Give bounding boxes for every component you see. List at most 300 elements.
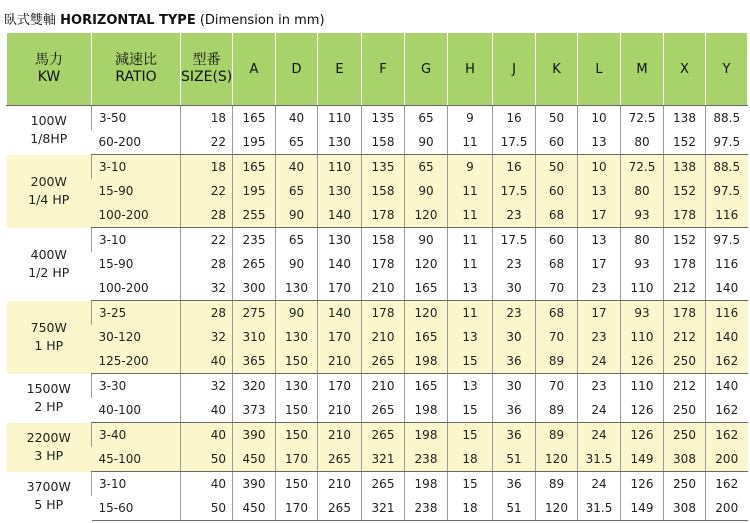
dimension-cell: 89 xyxy=(536,398,578,423)
page-title xyxy=(4,9,325,28)
dimension-cell: 90 xyxy=(276,301,318,326)
header-row xyxy=(7,33,748,106)
dimension-cell: 165 xyxy=(405,374,448,399)
dimension-cell: 210 xyxy=(318,398,362,423)
dimension-cell: 126 xyxy=(621,472,664,497)
dimension-cell: 238 xyxy=(405,496,448,521)
dimension-cell: 97.5 xyxy=(706,228,748,253)
dimension-cell: 210 xyxy=(362,374,405,399)
dimension-cell: 90 xyxy=(405,228,448,253)
dimension-cell: 308 xyxy=(664,447,706,472)
dimension-cell: 80 xyxy=(621,179,664,203)
power-watts: 750W xyxy=(30,320,67,335)
dimension-cell: 23 xyxy=(493,203,536,228)
dimension-cell: 15 xyxy=(448,349,493,374)
header-dim-d: D xyxy=(276,33,318,106)
dimension-cell: 120 xyxy=(536,447,578,472)
header-dim-x: X xyxy=(664,33,706,106)
dimension-cell: 17 xyxy=(578,301,621,326)
dimension-cell: 70 xyxy=(536,325,578,349)
dimension-cell: 250 xyxy=(664,349,706,374)
dimension-cell: 24 xyxy=(578,423,621,448)
dimension-cell: 110 xyxy=(621,325,664,349)
dimension-cell: 9 xyxy=(448,155,493,180)
table-row xyxy=(7,179,748,203)
size-cell: 28 xyxy=(181,252,233,276)
dimension-cell: 140 xyxy=(706,276,748,301)
dimension-cell: 300 xyxy=(233,276,276,301)
dimension-cell: 321 xyxy=(362,496,405,521)
header-dim-h: H xyxy=(448,33,493,106)
dimension-cell: 130 xyxy=(318,179,362,203)
dimension-cell: 11 xyxy=(448,252,493,276)
ratio-cell: 3-10 xyxy=(92,228,181,253)
size-cell: 22 xyxy=(181,228,233,253)
dimension-cell: 65 xyxy=(276,228,318,253)
table-row xyxy=(7,252,748,276)
dimension-cell: 198 xyxy=(405,349,448,374)
dimension-cell: 120 xyxy=(405,301,448,326)
dimension-cell: 200 xyxy=(706,496,748,521)
dimension-cell: 17.5 xyxy=(493,228,536,253)
dimension-cell: 11 xyxy=(448,203,493,228)
dimension-cell: 17.5 xyxy=(493,179,536,203)
ratio-cell: 125-200 xyxy=(92,349,181,374)
dimension-cell: 11 xyxy=(448,130,493,155)
dimension-cell: 110 xyxy=(621,374,664,399)
dimension-cell: 130 xyxy=(276,276,318,301)
dimension-cell: 158 xyxy=(362,130,405,155)
table-row xyxy=(7,203,748,228)
dimension-cell: 165 xyxy=(405,325,448,349)
dimension-cell: 17 xyxy=(578,252,621,276)
dimension-cell: 450 xyxy=(233,447,276,472)
dimension-cell: 16 xyxy=(493,155,536,180)
dimension-cell: 90 xyxy=(405,130,448,155)
dimension-cell: 9 xyxy=(448,106,493,131)
dimension-cell: 250 xyxy=(664,472,706,497)
dimension-cell: 120 xyxy=(405,203,448,228)
size-cell: 28 xyxy=(181,203,233,228)
header-power-label: 馬力 xyxy=(35,52,63,68)
dimension-cell: 265 xyxy=(362,423,405,448)
table-row xyxy=(7,349,748,374)
dimension-cell: 390 xyxy=(233,472,276,497)
dimension-cell: 120 xyxy=(405,252,448,276)
dimension-cell: 198 xyxy=(405,472,448,497)
power-cell xyxy=(7,374,92,423)
dimension-cell: 152 xyxy=(664,130,706,155)
size-cell: 40 xyxy=(181,349,233,374)
dimension-cell: 93 xyxy=(621,301,664,326)
dimension-cell: 15 xyxy=(448,472,493,497)
dimension-cell: 170 xyxy=(318,276,362,301)
dimension-cell: 13 xyxy=(448,325,493,349)
dimension-cell: 178 xyxy=(362,301,405,326)
size-cell: 40 xyxy=(181,398,233,423)
dimension-cell: 178 xyxy=(362,203,405,228)
dimension-cell: 23 xyxy=(578,374,621,399)
dimension-cell: 40 xyxy=(276,155,318,180)
size-cell: 50 xyxy=(181,447,233,472)
dimension-cell: 89 xyxy=(536,423,578,448)
dimension-cell: 88.5 xyxy=(706,106,748,131)
dimension-cell: 140 xyxy=(318,301,362,326)
table-row xyxy=(7,496,748,521)
power-hp: 1/2 HP xyxy=(28,265,70,280)
dimension-cell: 51 xyxy=(493,496,536,521)
dimension-cell: 140 xyxy=(318,252,362,276)
dimension-cell: 255 xyxy=(233,203,276,228)
table-row xyxy=(7,325,748,349)
dimension-cell: 212 xyxy=(664,374,706,399)
dimension-cell: 13 xyxy=(448,276,493,301)
dimension-cell: 36 xyxy=(493,349,536,374)
size-cell: 18 xyxy=(181,155,233,180)
table-row xyxy=(7,374,748,399)
ratio-cell: 3-10 xyxy=(92,155,181,180)
dimension-cell: 18 xyxy=(448,447,493,472)
dimension-cell: 235 xyxy=(233,228,276,253)
dimension-cell: 60 xyxy=(536,228,578,253)
dimension-cell: 365 xyxy=(233,349,276,374)
power-hp: 1 HP xyxy=(34,338,64,353)
table-row xyxy=(7,301,748,326)
dimension-cell: 116 xyxy=(706,252,748,276)
dimension-cell: 200 xyxy=(706,447,748,472)
dimension-cell: 149 xyxy=(621,496,664,521)
header-dim-a: A xyxy=(233,33,276,106)
power-hp: 1/4 HP xyxy=(28,192,70,207)
header-dim-l: L xyxy=(578,33,621,106)
dimension-cell: 178 xyxy=(664,252,706,276)
dimension-cell: 93 xyxy=(621,203,664,228)
dimension-cell: 170 xyxy=(318,374,362,399)
dimension-cell: 70 xyxy=(536,276,578,301)
header-size xyxy=(181,33,233,106)
dimension-cell: 198 xyxy=(405,398,448,423)
dimension-cell: 72.5 xyxy=(621,106,664,131)
dimension-cell: 140 xyxy=(706,374,748,399)
dimension-cell: 110 xyxy=(318,155,362,180)
dimension-cell: 165 xyxy=(233,155,276,180)
dimension-cell: 30 xyxy=(493,276,536,301)
dimension-cell: 116 xyxy=(706,301,748,326)
dimension-table xyxy=(6,33,748,521)
header-ratio-en: RATIO xyxy=(115,69,157,85)
dimension-cell: 72.5 xyxy=(621,155,664,180)
dimension-cell: 40 xyxy=(276,106,318,131)
dimension-cell: 36 xyxy=(493,472,536,497)
dimension-cell: 97.5 xyxy=(706,130,748,155)
dimension-cell: 265 xyxy=(362,349,405,374)
dimension-cell: 68 xyxy=(536,203,578,228)
dimension-cell: 31.5 xyxy=(578,447,621,472)
header-dim-y: Y xyxy=(706,33,748,106)
dimension-cell: 250 xyxy=(664,398,706,423)
dimension-cell: 320 xyxy=(233,374,276,399)
power-cell xyxy=(7,301,92,374)
dimension-cell: 120 xyxy=(536,496,578,521)
dimension-cell: 80 xyxy=(621,228,664,253)
ratio-cell: 3-10 xyxy=(92,472,181,497)
header-ratio xyxy=(92,33,181,106)
dimension-cell: 130 xyxy=(276,325,318,349)
power-cell xyxy=(7,106,92,155)
dimension-cell: 195 xyxy=(233,179,276,203)
header-dim-j: J xyxy=(493,33,536,106)
power-hp: 2 HP xyxy=(34,399,64,414)
dimension-cell: 150 xyxy=(276,349,318,374)
dimension-cell: 265 xyxy=(233,252,276,276)
dimension-cell: 126 xyxy=(621,349,664,374)
power-cell xyxy=(7,472,92,521)
dimension-cell: 170 xyxy=(276,447,318,472)
size-cell: 22 xyxy=(181,179,233,203)
table-body xyxy=(7,106,748,521)
dimension-cell: 65 xyxy=(276,130,318,155)
dimension-cell: 450 xyxy=(233,496,276,521)
dimension-cell: 60 xyxy=(536,130,578,155)
power-watts: 400W xyxy=(30,247,67,262)
dimension-cell: 10 xyxy=(578,106,621,131)
dimension-cell: 18 xyxy=(448,496,493,521)
dimension-cell: 130 xyxy=(318,130,362,155)
dimension-cell: 178 xyxy=(664,203,706,228)
dimension-cell: 150 xyxy=(276,423,318,448)
dimension-cell: 10 xyxy=(578,155,621,180)
header-ratio-label: 減速比 xyxy=(115,52,157,68)
dimension-cell: 198 xyxy=(405,423,448,448)
ratio-cell: 45-100 xyxy=(92,447,181,472)
dimension-cell: 36 xyxy=(493,398,536,423)
ratio-cell: 3-30 xyxy=(92,374,181,399)
dimension-cell: 265 xyxy=(362,398,405,423)
dimension-cell: 135 xyxy=(362,106,405,131)
dimension-cell: 162 xyxy=(706,349,748,374)
dimension-cell: 89 xyxy=(536,472,578,497)
header-dim-k: K xyxy=(536,33,578,106)
dimension-cell: 170 xyxy=(276,496,318,521)
dimension-cell: 11 xyxy=(448,228,493,253)
power-hp: 1/8HP xyxy=(30,131,68,147)
dimension-cell: 24 xyxy=(578,398,621,423)
dimension-cell: 110 xyxy=(318,106,362,131)
dimension-cell: 321 xyxy=(362,447,405,472)
table-row xyxy=(7,423,748,448)
size-cell: 50 xyxy=(181,496,233,521)
dimension-cell: 210 xyxy=(318,349,362,374)
dimension-cell: 162 xyxy=(706,423,748,448)
size-cell: 32 xyxy=(181,325,233,349)
dimension-cell: 212 xyxy=(664,276,706,301)
title-cjk: 臥式雙軸 xyxy=(4,13,61,28)
table-row xyxy=(7,130,748,155)
dimension-cell: 97.5 xyxy=(706,179,748,203)
power-watts: 3700W xyxy=(26,479,71,494)
dimension-cell: 31.5 xyxy=(578,496,621,521)
power-watts: 100W xyxy=(30,113,67,129)
dimension-cell: 116 xyxy=(706,203,748,228)
dimension-cell: 138 xyxy=(664,155,706,180)
dimension-cell: 50 xyxy=(536,155,578,180)
dimension-cell: 210 xyxy=(318,423,362,448)
table-row xyxy=(7,447,748,472)
dimension-cell: 373 xyxy=(233,398,276,423)
dimension-cell: 310 xyxy=(233,325,276,349)
dimension-cell: 126 xyxy=(621,398,664,423)
power-watts: 2200W xyxy=(26,430,71,445)
dimension-cell: 210 xyxy=(318,472,362,497)
dimension-cell: 30 xyxy=(493,374,536,399)
dimension-cell: 13 xyxy=(578,130,621,155)
dimension-cell: 17.5 xyxy=(493,130,536,155)
ratio-cell: 100-200 xyxy=(92,203,181,228)
header-size-label: 型番 xyxy=(192,52,221,68)
dimension-cell: 30 xyxy=(493,325,536,349)
ratio-cell: 3-25 xyxy=(92,301,181,326)
power-hp: 3 HP xyxy=(34,448,64,463)
dimension-cell: 130 xyxy=(276,374,318,399)
dimension-cell: 390 xyxy=(233,423,276,448)
table-row xyxy=(7,398,748,423)
dimension-cell: 150 xyxy=(276,398,318,423)
dimension-cell: 15 xyxy=(448,423,493,448)
dimension-cell: 23 xyxy=(578,325,621,349)
header-dim-g: G xyxy=(405,33,448,106)
dimension-cell: 162 xyxy=(706,398,748,423)
dimension-cell: 158 xyxy=(362,179,405,203)
dimension-cell: 13 xyxy=(578,179,621,203)
dimension-cell: 23 xyxy=(493,252,536,276)
dimension-cell: 11 xyxy=(448,301,493,326)
dimension-cell: 152 xyxy=(664,228,706,253)
dimension-cell: 178 xyxy=(362,252,405,276)
dimension-cell: 13 xyxy=(578,228,621,253)
ratio-cell: 15-90 xyxy=(92,179,181,203)
dimension-cell: 135 xyxy=(362,155,405,180)
size-cell: 22 xyxy=(181,130,233,155)
dimension-cell: 238 xyxy=(405,447,448,472)
size-cell: 40 xyxy=(181,423,233,448)
dimension-cell: 90 xyxy=(405,179,448,203)
ratio-cell: 30-120 xyxy=(92,325,181,349)
table-row xyxy=(7,106,748,131)
ratio-cell: 60-200 xyxy=(92,130,181,155)
dimension-cell: 265 xyxy=(362,472,405,497)
header-size-en: SIZE(S) xyxy=(181,69,233,85)
power-cell xyxy=(7,228,92,301)
ratio-cell: 100-200 xyxy=(92,276,181,301)
dimension-cell: 210 xyxy=(362,325,405,349)
dimension-cell: 13 xyxy=(448,374,493,399)
dimension-cell: 140 xyxy=(706,325,748,349)
dimension-cell: 138 xyxy=(664,106,706,131)
dimension-cell: 24 xyxy=(578,349,621,374)
dimension-cell: 165 xyxy=(405,276,448,301)
dimension-cell: 178 xyxy=(664,301,706,326)
power-watts: 1500W xyxy=(26,381,71,396)
dimension-cell: 265 xyxy=(318,447,362,472)
dimension-cell: 50 xyxy=(536,106,578,131)
size-cell: 32 xyxy=(181,276,233,301)
dimension-cell: 90 xyxy=(276,252,318,276)
dimension-cell: 265 xyxy=(318,496,362,521)
dimension-cell: 15 xyxy=(448,398,493,423)
ratio-cell: 15-90 xyxy=(98,257,134,271)
dimension-cell: 16 xyxy=(493,106,536,131)
ratio-cell: 40-100 xyxy=(92,398,181,423)
dimension-cell: 308 xyxy=(664,496,706,521)
power-cell xyxy=(7,423,92,472)
dimension-cell: 65 xyxy=(405,106,448,131)
table-row xyxy=(7,228,748,253)
dimension-cell: 110 xyxy=(621,276,664,301)
power-hp: 5 HP xyxy=(34,497,64,512)
dimension-cell: 126 xyxy=(621,423,664,448)
header-power-unit: KW xyxy=(37,69,61,85)
dimension-cell: 68 xyxy=(536,252,578,276)
dimension-cell: 70 xyxy=(536,374,578,399)
size-cell: 18 xyxy=(181,106,233,131)
dimension-cell: 11 xyxy=(448,179,493,203)
dimension-cell: 152 xyxy=(664,179,706,203)
dimension-cell: 275 xyxy=(233,301,276,326)
dimension-cell: 195 xyxy=(233,130,276,155)
header-dim-f: F xyxy=(362,33,405,106)
dimension-cell: 170 xyxy=(318,325,362,349)
size-cell: 28 xyxy=(181,301,233,326)
dimension-cell: 165 xyxy=(233,106,276,131)
table-row xyxy=(7,276,748,301)
dimension-cell: 24 xyxy=(578,472,621,497)
dimension-cell: 93 xyxy=(621,252,664,276)
dimension-cell: 149 xyxy=(621,447,664,472)
dimension-cell: 162 xyxy=(706,472,748,497)
dimension-cell: 17 xyxy=(578,203,621,228)
dimension-cell: 250 xyxy=(664,423,706,448)
dimension-cell: 158 xyxy=(362,228,405,253)
ratio-cell: 15-60 xyxy=(92,496,181,521)
header-power xyxy=(7,33,92,106)
dimension-cell: 51 xyxy=(493,447,536,472)
dimension-cell: 88.5 xyxy=(706,155,748,180)
dimension-cell: 212 xyxy=(664,325,706,349)
table-row xyxy=(7,472,748,497)
dimension-cell: 60 xyxy=(536,179,578,203)
dimension-cell: 150 xyxy=(276,472,318,497)
dimension-cell: 89 xyxy=(536,349,578,374)
dimension-cell: 65 xyxy=(276,179,318,203)
header-dim-m: M xyxy=(621,33,664,106)
ratio-cell: 3-50 xyxy=(92,106,181,131)
power-watts: 200W xyxy=(30,174,67,189)
header-dim-e: E xyxy=(318,33,362,106)
dimension-cell: 140 xyxy=(318,203,362,228)
power-cell xyxy=(7,155,92,228)
ratio-cell: 3-40 xyxy=(92,423,181,448)
dimension-cell: 130 xyxy=(318,228,362,253)
size-cell: 32 xyxy=(181,374,233,399)
dimension-cell: 90 xyxy=(276,203,318,228)
dimension-cell: 23 xyxy=(578,276,621,301)
dimension-cell: 68 xyxy=(536,301,578,326)
dimension-cell: 65 xyxy=(405,155,448,180)
size-cell: 40 xyxy=(181,472,233,497)
dimension-cell: 80 xyxy=(621,130,664,155)
title-type: HORIZONTAL TYPE xyxy=(60,13,196,28)
dimension-cell: 36 xyxy=(493,423,536,448)
